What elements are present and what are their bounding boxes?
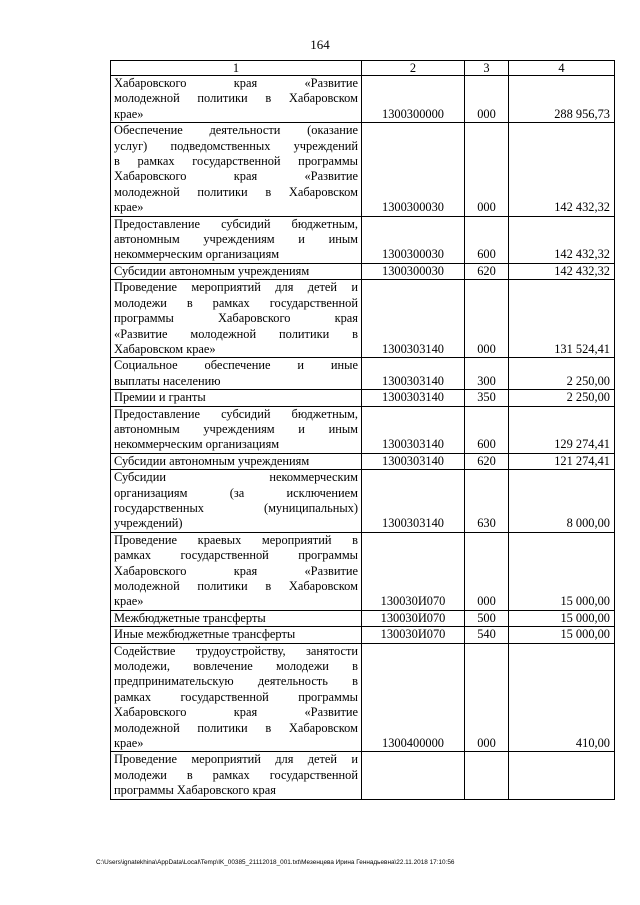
row-amount: 288 956,73 <box>509 76 615 123</box>
header-col-3: 3 <box>465 61 509 76</box>
table-header-row <box>111 61 615 76</box>
row-name <box>111 280 362 358</box>
row-amount: 15 000,00 <box>509 532 615 610</box>
table-row <box>111 470 615 533</box>
row-name-line: автономным учреждениям и иным <box>114 421 358 436</box>
row-code <box>362 752 465 799</box>
row-name-line: государственных (муниципальных) <box>114 500 358 515</box>
row-expense-type: 540 <box>465 627 509 643</box>
row-name-line: Предоставление субсидий бюджетным, <box>114 216 358 231</box>
row-name <box>111 627 362 643</box>
row-name-line: предпринимательскую деятельность в <box>114 674 358 689</box>
row-name <box>111 532 362 610</box>
row-name <box>111 643 362 752</box>
row-name-line: Предоставление субсидий бюджетным, <box>114 406 358 421</box>
table-row <box>111 406 615 453</box>
row-name-line: молодежной политики в Хабаровском <box>114 579 358 593</box>
row-name-line: некоммерческим организациям <box>114 437 280 452</box>
row-name-line: учреждений) <box>114 516 183 531</box>
row-name-line: программы Хабаровского края <box>114 311 358 326</box>
row-name-line: Субсидии автономным учреждениям <box>114 263 310 278</box>
row-expense-type: 300 <box>465 358 509 390</box>
row-name <box>111 123 362 216</box>
row-expense-type: 600 <box>465 406 509 453</box>
row-code: 1300303140 <box>362 453 465 469</box>
row-name-line: в рамках государственной программы <box>114 154 358 169</box>
row-code: 1300300030 <box>362 216 465 263</box>
row-expense-type: 600 <box>465 216 509 263</box>
row-amount: 2 250,00 <box>509 390 615 406</box>
row-name-line: крае» <box>114 200 144 215</box>
row-name-line: Иные межбюджетные трансферты <box>114 627 296 642</box>
row-code: 1300303140 <box>362 390 465 406</box>
table-row <box>111 610 615 626</box>
row-code: 1300303140 <box>362 358 465 390</box>
table-row <box>111 280 615 358</box>
row-name <box>111 406 362 453</box>
row-name-line: организациям (за исключением <box>114 485 358 500</box>
page-number: 164 <box>310 37 330 52</box>
row-name-line: Обеспечение деятельности (оказание <box>114 123 358 138</box>
row-name-line: молодежи в рамках государственной <box>114 295 358 310</box>
row-code: 1300303140 <box>362 406 465 453</box>
row-expense-type: 000 <box>465 76 509 123</box>
table-row <box>111 453 615 469</box>
table-row <box>111 390 615 406</box>
row-name-line: рамках государственной программы <box>114 548 358 563</box>
table-row <box>111 123 615 216</box>
table-row <box>111 643 615 752</box>
row-name-line: выплаты населению <box>114 373 221 388</box>
row-name-line: Содействие трудоустройству, занятости <box>114 643 358 658</box>
row-expense-type: 350 <box>465 390 509 406</box>
row-code: 1300400000 <box>362 643 465 752</box>
row-code: 1300300000 <box>362 76 465 123</box>
row-name-line: молодежи, вовлечение молодежи в <box>114 659 358 674</box>
table-row <box>111 76 615 123</box>
row-expense-type: 000 <box>465 280 509 358</box>
row-amount: 142 432,32 <box>509 123 615 216</box>
row-amount: 129 274,41 <box>509 406 615 453</box>
budget-table <box>110 60 615 800</box>
row-name-line: «Развитие молодежной политики в <box>114 326 358 341</box>
row-code: 130030И070 <box>362 610 465 626</box>
row-code: 1300303140 <box>362 470 465 533</box>
row-expense-type: 500 <box>465 610 509 626</box>
row-name-line: Проведение мероприятий для детей и <box>114 752 358 767</box>
table-row <box>111 358 615 390</box>
row-amount: 410,00 <box>509 643 615 752</box>
table-row <box>111 263 615 279</box>
row-amount: 121 274,41 <box>509 453 615 469</box>
table-row <box>111 216 615 263</box>
row-name-line: молодежной политики в Хабаровском <box>114 91 358 106</box>
table-row <box>111 627 615 643</box>
row-name-line: молодежной политики в Хабаровском <box>114 720 358 735</box>
row-name <box>111 263 362 279</box>
row-name-line: услуг) подведомственных учреждений <box>114 138 358 153</box>
row-name <box>111 470 362 533</box>
row-amount: 142 432,32 <box>509 263 615 279</box>
row-expense-type: 620 <box>465 453 509 469</box>
row-name <box>111 610 362 626</box>
row-name-line: Премии и гранты <box>114 390 206 405</box>
row-name-line: Проведение мероприятий для детей и <box>114 280 358 295</box>
row-name-line: Хабаровского края «Развитие <box>114 169 358 184</box>
row-name-line: молодежи в рамках государственной <box>114 767 358 782</box>
table-row <box>111 752 615 799</box>
row-name <box>111 390 362 406</box>
row-name-line: Хабаровском крае» <box>114 341 216 356</box>
row-name-line: Хабаровского края «Развитие <box>114 705 358 720</box>
row-name-line: Межбюджетные трансферты <box>114 610 266 625</box>
row-code: 1300300030 <box>362 263 465 279</box>
row-name-line: Социальное обеспечение и иные <box>114 358 358 373</box>
row-name <box>111 216 362 263</box>
row-amount: 131 524,41 <box>509 280 615 358</box>
row-name-line: крае» <box>114 594 144 609</box>
row-code: 130030И070 <box>362 532 465 610</box>
row-name-line: Субсидии автономным учреждениям <box>114 453 310 468</box>
row-amount: 142 432,32 <box>509 216 615 263</box>
row-name-line: крае» <box>114 736 144 751</box>
row-name <box>111 358 362 390</box>
row-name-line: Субсидии некоммерческим <box>114 470 358 485</box>
row-code: 130030И070 <box>362 627 465 643</box>
row-name-line: Проведение краевых мероприятий в <box>114 532 358 547</box>
row-amount: 8 000,00 <box>509 470 615 533</box>
row-name-line: молодежной политики в Хабаровском <box>114 184 358 199</box>
row-expense-type: 630 <box>465 470 509 533</box>
row-code: 1300300030 <box>362 123 465 216</box>
row-amount <box>509 752 615 799</box>
row-name-line: программы Хабаровского края <box>114 783 276 798</box>
row-name-line: автономным учреждениям и иным <box>114 232 358 247</box>
row-name-line: некоммерческим организациям <box>114 247 280 262</box>
row-code: 1300303140 <box>362 280 465 358</box>
row-amount: 15 000,00 <box>509 610 615 626</box>
row-expense-type <box>465 752 509 799</box>
header-col-1: 1 <box>111 61 362 76</box>
header-col-4: 4 <box>509 61 615 76</box>
row-name-line: крае» <box>114 106 144 121</box>
header-col-2: 2 <box>362 61 465 76</box>
row-amount: 15 000,00 <box>509 627 615 643</box>
file-path-footer: C:\Users\ignatekhina\AppData\Local\Temp\IK_00385_21112018_001.txt\Мезенцева Ирина Геннадьевна\22.11.2018 17:10:56 <box>96 859 455 866</box>
table-row <box>111 532 615 610</box>
row-expense-type: 620 <box>465 263 509 279</box>
row-expense-type: 000 <box>465 643 509 752</box>
row-name <box>111 76 362 123</box>
row-expense-type: 000 <box>465 123 509 216</box>
row-name-line: рамках государственной программы <box>114 689 358 704</box>
row-expense-type: 000 <box>465 532 509 610</box>
row-name-line: Хабаровского края «Развитие <box>114 563 358 578</box>
row-name-line: Хабаровского края «Развитие <box>114 76 358 90</box>
row-name <box>111 453 362 469</box>
row-name <box>111 752 362 799</box>
row-amount: 2 250,00 <box>509 358 615 390</box>
